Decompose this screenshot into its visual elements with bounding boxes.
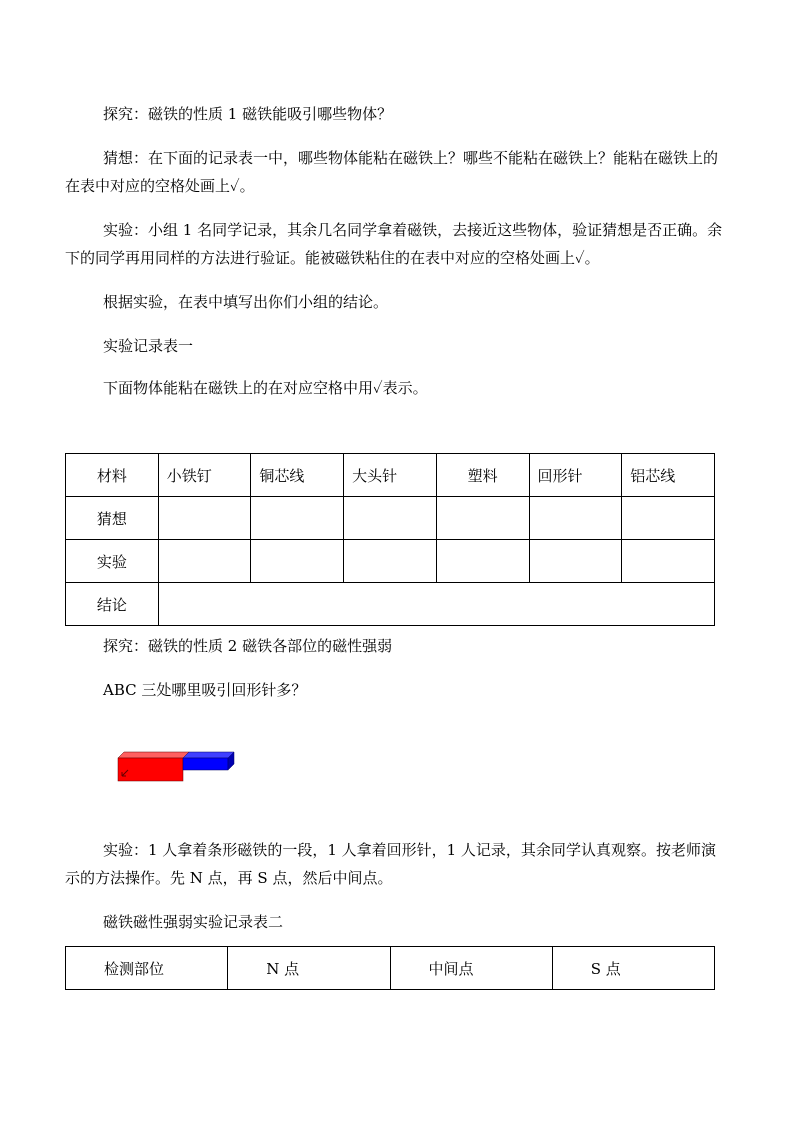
row-label: 结论 bbox=[66, 583, 159, 626]
header-cell: S 点 bbox=[552, 947, 714, 990]
conclusion-prompt: 根据实验，在表中填写出你们小组的结论。 bbox=[103, 293, 389, 311]
guess-cell[interactable] bbox=[158, 497, 251, 540]
table1-title: 实验记录表一 bbox=[103, 337, 194, 355]
experiment-cell[interactable] bbox=[436, 540, 529, 583]
guess-cell[interactable] bbox=[529, 497, 622, 540]
guess-cell[interactable] bbox=[436, 497, 529, 540]
row-label: 猜想 bbox=[66, 497, 159, 540]
experiment-cell[interactable] bbox=[251, 540, 344, 583]
table-row bbox=[66, 540, 715, 583]
header-cell: 大头针 bbox=[344, 454, 437, 497]
experiment-cell[interactable] bbox=[622, 540, 715, 583]
table1-note: 下面物体能粘在磁铁上的在对应空格中用✓表示。 bbox=[103, 379, 428, 397]
section2-question: ABC 三处哪里吸引回形针多？ bbox=[103, 681, 307, 699]
experiment-cell[interactable] bbox=[344, 540, 437, 583]
table-header-row bbox=[66, 454, 715, 497]
section2-title: 探究：磁铁的性质 2 磁铁各部位的磁性强弱 bbox=[103, 637, 393, 655]
section2-experiment: 实验：1 人拿着条形磁铁的一段，1 人拿着回形针，1 人记录，其余同学认真观察。按老师演示的方法操作。先 N 点，再 S 点，然后中间点。 bbox=[65, 841, 716, 887]
experiment-cell[interactable] bbox=[529, 540, 622, 583]
experiment-cell[interactable] bbox=[158, 540, 251, 583]
record-table-2 bbox=[65, 946, 715, 990]
header-cell: 材料 bbox=[66, 454, 159, 497]
header-cell: 小铁钉 bbox=[158, 454, 251, 497]
guess-cell[interactable] bbox=[251, 497, 344, 540]
header-cell: N 点 bbox=[228, 947, 390, 990]
table-header-row bbox=[66, 947, 715, 990]
header-cell: 回形针 bbox=[529, 454, 622, 497]
header-cell: 检测部位 bbox=[66, 947, 228, 990]
header-cell: 铜芯线 bbox=[251, 454, 344, 497]
header-cell: 塑料 bbox=[436, 454, 529, 497]
row-label: 实验 bbox=[66, 540, 159, 583]
guess-cell[interactable] bbox=[622, 497, 715, 540]
section1-title: 探究：磁铁的性质 1 磁铁能吸引哪些物体？ bbox=[103, 105, 393, 123]
record-table-1 bbox=[65, 453, 715, 626]
table-row bbox=[66, 583, 715, 626]
guess-cell[interactable] bbox=[344, 497, 437, 540]
header-cell: 中间点 bbox=[390, 947, 552, 990]
guess-paragraph: 猜想：在下面的记录表一中，哪些物体能粘在磁铁上？哪些不能粘在磁铁上？能粘在磁铁上的在表中对应的空格处画上✓。 bbox=[65, 149, 719, 195]
bar-magnet-image bbox=[110, 738, 240, 788]
table-row bbox=[66, 497, 715, 540]
conclusion-cell[interactable] bbox=[158, 583, 714, 626]
header-cell: 铝芯线 bbox=[622, 454, 715, 497]
table2-title: 磁铁磁性强弱实验记录表二 bbox=[103, 913, 284, 931]
experiment-paragraph: 实验：小组 1 名同学记录，其余几名同学拿着磁铁，去接近这些物体，验证猜想是否正确。余下的同学再用同样的方法进行验证。能被磁铁粘住的在表中对应的空格处画上✓。 bbox=[65, 221, 723, 267]
